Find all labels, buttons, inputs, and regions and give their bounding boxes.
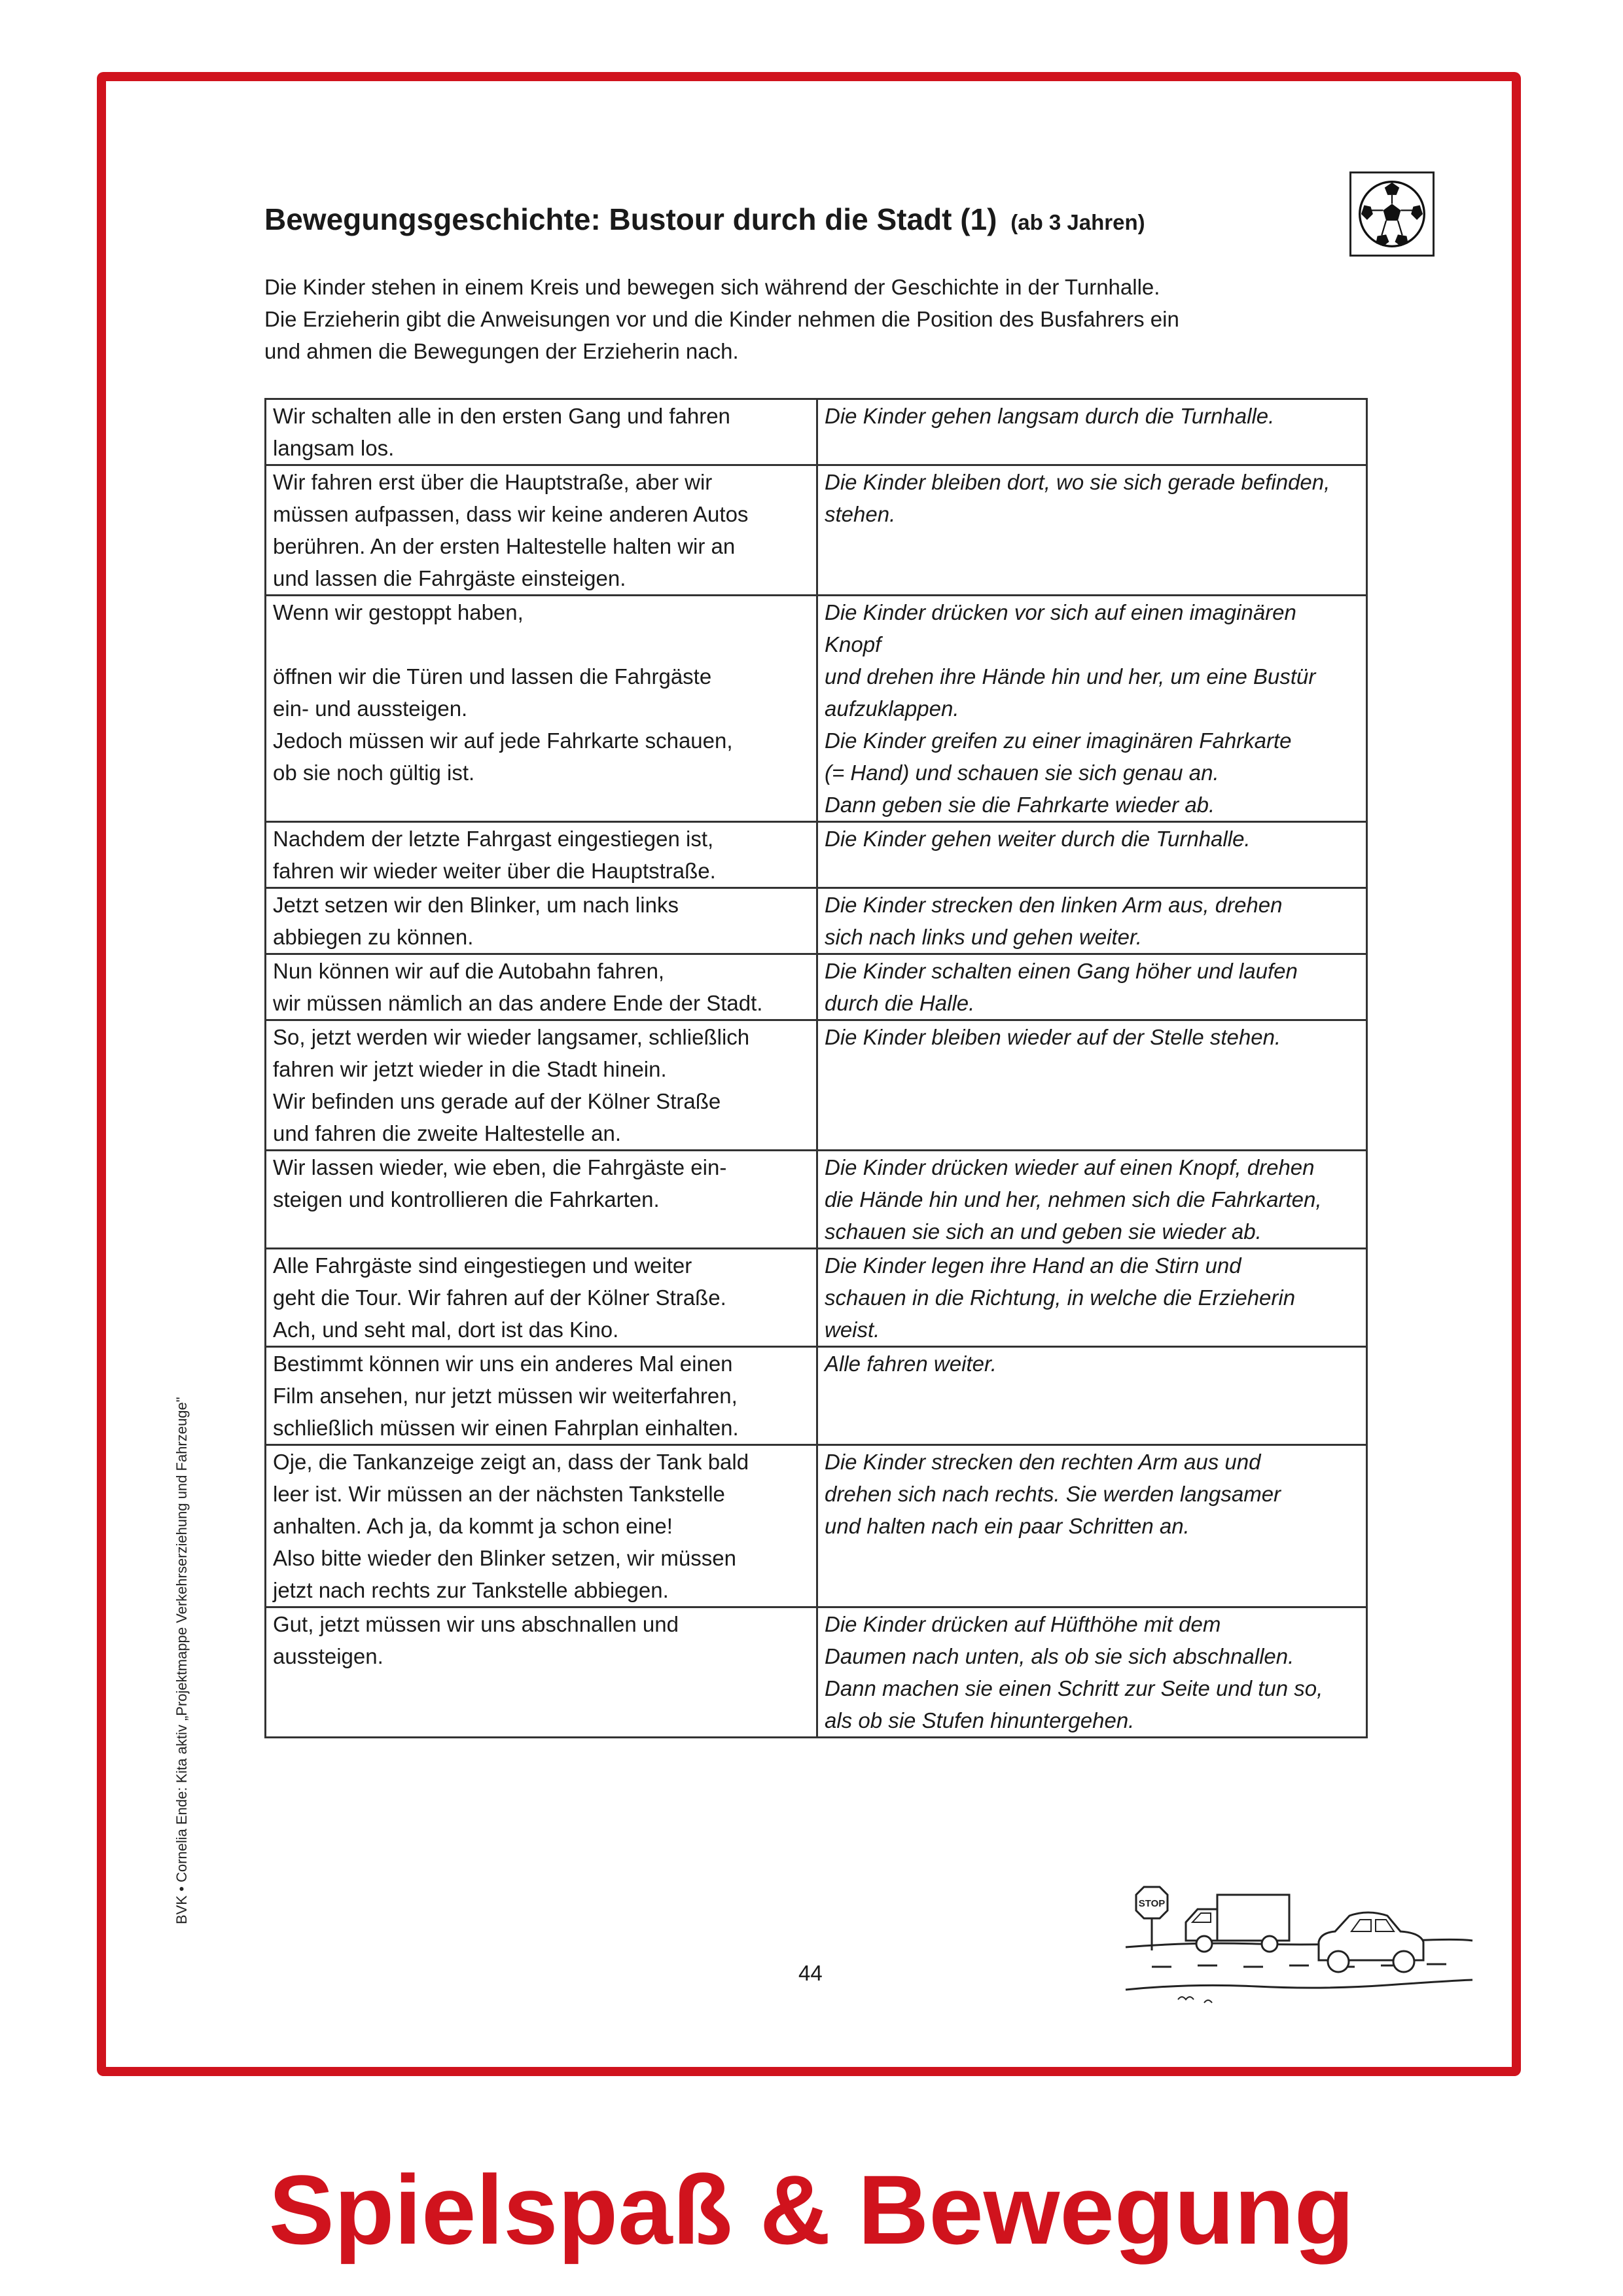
cell-line: langsam los. xyxy=(273,436,395,460)
cell-line: Wir fahren erst über die Hauptstraße, aber wir xyxy=(273,470,713,494)
cell-line: müssen aufpassen, dass wir keine anderen Autos xyxy=(273,502,749,526)
cell-line: Die Kinder schalten einen Gang höher und laufen xyxy=(825,959,1298,983)
table-row xyxy=(266,596,1367,822)
cell-line: schauen in die Richtung, in welche die Erzieherin xyxy=(825,1285,1296,1310)
page-number: 44 xyxy=(798,1961,823,1985)
cell-line: Die Kinder bleiben wieder auf der Stelle stehen. xyxy=(825,1025,1281,1049)
cell-line: steigen und kontrollieren die Fahrkarten. xyxy=(273,1187,660,1211)
football-icon-box xyxy=(1349,171,1435,257)
intro-line: Die Kinder stehen in einem Kreis und bewegen sich während der Geschichte in der Turnhalle. xyxy=(264,275,1160,299)
story-table xyxy=(264,398,1368,1738)
story-cell xyxy=(266,1249,817,1347)
table-row xyxy=(266,822,1367,888)
vertical-credit: BVK • Cornelia Ende: Kita aktiv „Projektmappe Verkehrserziehung und Fahrzeuge" xyxy=(173,1397,190,1924)
cell-line: öffnen wir die Türen und lassen die Fahrgäste xyxy=(273,664,712,689)
cell-line: aufzuklappen. xyxy=(825,696,959,721)
stop-sign-text: STOP xyxy=(1138,1898,1166,1909)
cell-line: Film ansehen, nur jetzt müssen wir weiterfahren, xyxy=(273,1384,738,1408)
movement-cell xyxy=(817,1445,1367,1607)
cell-line: weist. xyxy=(825,1318,880,1342)
cell-line: Oje, die Tankanzeige zeigt an, dass der Tank bald xyxy=(273,1450,749,1474)
banner-title: Spielspaß & Bewegung xyxy=(268,2155,1355,2265)
cell-line: Die Kinder strecken den linken Arm aus, drehen xyxy=(825,893,1283,917)
table-row xyxy=(266,954,1367,1020)
cell-line: leer ist. Wir müssen an der nächsten Tankstelle xyxy=(273,1482,725,1506)
cell-line: und lassen die Fahrgäste einsteigen. xyxy=(273,566,626,590)
cell-line: durch die Halle. xyxy=(825,991,975,1015)
cell-line: als ob sie Stufen hinuntergehen. xyxy=(825,1708,1135,1732)
cell-line: und fahren die zweite Haltestelle an. xyxy=(273,1121,621,1145)
movement-cell xyxy=(817,1607,1367,1738)
cell-line: schließlich müssen wir einen Fahrplan einhalten. xyxy=(273,1416,739,1440)
cell-line: die Hände hin und her, nehmen sich die Fahrkarten, xyxy=(825,1187,1322,1211)
story-cell xyxy=(266,596,817,822)
cell-line: drehen sich nach rechts. Sie werden langsamer xyxy=(825,1482,1281,1506)
story-cell xyxy=(266,1347,817,1445)
story-cell xyxy=(266,954,817,1020)
story-cell xyxy=(266,1151,817,1249)
story-cell xyxy=(266,465,817,596)
movement-cell xyxy=(817,1249,1367,1347)
cell-line: Die Kinder strecken den rechten Arm aus und xyxy=(825,1450,1261,1474)
table-row xyxy=(266,1020,1367,1151)
cell-line: Gut, jetzt müssen wir uns abschnallen und xyxy=(273,1612,679,1636)
cell-line: fahren wir wieder weiter über die Hauptstraße. xyxy=(273,859,716,883)
intro-text xyxy=(264,271,1377,367)
cell-line: anhalten. Ach ja, da kommt ja schon eine! xyxy=(273,1514,673,1538)
table-row xyxy=(266,1151,1367,1249)
title-text: Bewegungsgeschichte: Bustour durch die Stadt (1) xyxy=(264,202,997,236)
cell-line: wir müssen nämlich an das andere Ende der Stadt. xyxy=(273,991,763,1015)
cell-line: fahren wir jetzt wieder in die Stadt hinein. xyxy=(273,1057,667,1081)
cell-line: ob sie noch gültig ist. xyxy=(273,761,475,785)
cell-line: Alle Fahrgäste sind eingestiegen und weiter xyxy=(273,1253,692,1278)
table-row xyxy=(266,888,1367,954)
table-row xyxy=(266,399,1367,465)
cell-line: berühren. An der ersten Haltestelle halten wir an xyxy=(273,534,736,558)
cell-line: Dann geben sie die Fahrkarte wieder ab. xyxy=(825,793,1215,817)
cell-line: Nachdem der letzte Fahrgast eingestiegen ist, xyxy=(273,827,714,851)
cell-line: Die Kinder drücken auf Hüfthöhe mit dem xyxy=(825,1612,1221,1636)
table-row xyxy=(266,1249,1367,1347)
cell-line: und drehen ihre Hände hin und her, um eine Bustür xyxy=(825,664,1316,689)
cell-line: stehen. xyxy=(825,502,896,526)
cell-line: Daumen nach unten, als ob sie sich abschnallen. xyxy=(825,1644,1294,1668)
movement-cell xyxy=(817,822,1367,888)
intro-line: Die Erzieherin gibt die Anweisungen vor und die Kinder nehmen die Position des Busfahrers ein xyxy=(264,307,1179,331)
cell-line: schauen sie sich an und geben sie wieder ab. xyxy=(825,1219,1262,1244)
movement-cell xyxy=(817,1020,1367,1151)
cell-line: Jetzt setzen wir den Blinker, um nach links xyxy=(273,893,679,917)
cell-line: Wir befinden uns gerade auf der Kölner Straße xyxy=(273,1089,721,1113)
story-cell xyxy=(266,1020,817,1151)
cell-line: Jedoch müssen wir auf jede Fahrkarte schauen, xyxy=(273,728,733,753)
cell-line: und halten nach ein paar Schritten an. xyxy=(825,1514,1190,1538)
story-cell xyxy=(266,888,817,954)
cell-line: geht die Tour. Wir fahren auf der Kölner Straße. xyxy=(273,1285,726,1310)
intro-line: und ahmen die Bewegungen der Erzieherin nach. xyxy=(264,339,739,363)
story-cell xyxy=(266,399,817,465)
cell-line: jetzt nach rechts zur Tankstelle abbiegen. xyxy=(273,1578,669,1602)
cell-line: So, jetzt werden wir wieder langsamer, schließlich xyxy=(273,1025,750,1049)
cell-line: Nun können wir auf die Autobahn fahren, xyxy=(273,959,665,983)
cell-line: Wir lassen wieder, wie eben, die Fahrgäste ein- xyxy=(273,1155,727,1179)
cell-line: abbiegen zu können. xyxy=(273,925,474,949)
cell-line: Bestimmt können wir uns ein anderes Mal einen xyxy=(273,1352,733,1376)
cell-line: Die Kinder gehen langsam durch die Turnhalle. xyxy=(825,404,1275,428)
cell-line xyxy=(273,628,811,660)
cell-line: aussteigen. xyxy=(273,1644,383,1668)
table-row xyxy=(266,1347,1367,1445)
cell-line: Wir schalten alle in den ersten Gang und fahren xyxy=(273,404,730,428)
story-cell xyxy=(266,1607,817,1738)
story-cell xyxy=(266,822,817,888)
cell-line: Die Kinder drücken vor sich auf einen imaginären xyxy=(825,600,1296,624)
table-row xyxy=(266,465,1367,596)
cell-line: ein- und aussteigen. xyxy=(273,696,468,721)
football-icon xyxy=(1355,177,1429,251)
cell-line: Ach, und seht mal, dort ist das Kino. xyxy=(273,1318,619,1342)
movement-cell xyxy=(817,465,1367,596)
movement-cell xyxy=(817,596,1367,822)
movement-cell xyxy=(817,954,1367,1020)
cell-line: Die Kinder greifen zu einer imaginären Fahrkarte xyxy=(825,728,1292,753)
table-row xyxy=(266,1445,1367,1607)
story-cell xyxy=(266,1445,817,1607)
movement-cell xyxy=(817,1347,1367,1445)
cell-line: Also bitte wieder den Blinker setzen, wir müssen xyxy=(273,1546,736,1570)
cell-line: Die Kinder bleiben dort, wo sie sich gerade befinden, xyxy=(825,470,1330,494)
cell-line: Knopf xyxy=(825,632,882,656)
cell-line: Die Kinder legen ihre Hand an die Stirn und xyxy=(825,1253,1241,1278)
movement-cell xyxy=(817,888,1367,954)
movement-cell xyxy=(817,399,1367,465)
table-row xyxy=(266,1607,1367,1738)
cell-line: sich nach links und gehen weiter. xyxy=(825,925,1142,949)
cell-line: Dann machen sie einen Schritt zur Seite und tun so, xyxy=(825,1676,1323,1700)
cell-line: Die Kinder gehen weiter durch die Turnhalle. xyxy=(825,827,1251,851)
road-scene-illustration xyxy=(1113,1869,1479,2019)
age-note: (ab 3 Jahren) xyxy=(1010,210,1145,234)
page-title xyxy=(264,202,1145,237)
cell-line: Wenn wir gestoppt haben, xyxy=(273,600,524,624)
cell-line: (= Hand) und schauen sie sich genau an. xyxy=(825,761,1219,785)
movement-cell xyxy=(817,1151,1367,1249)
cell-line: Alle fahren weiter. xyxy=(825,1352,997,1376)
cell-line: Die Kinder drücken wieder auf einen Knopf, drehen xyxy=(825,1155,1315,1179)
story-table-body xyxy=(266,399,1367,1738)
